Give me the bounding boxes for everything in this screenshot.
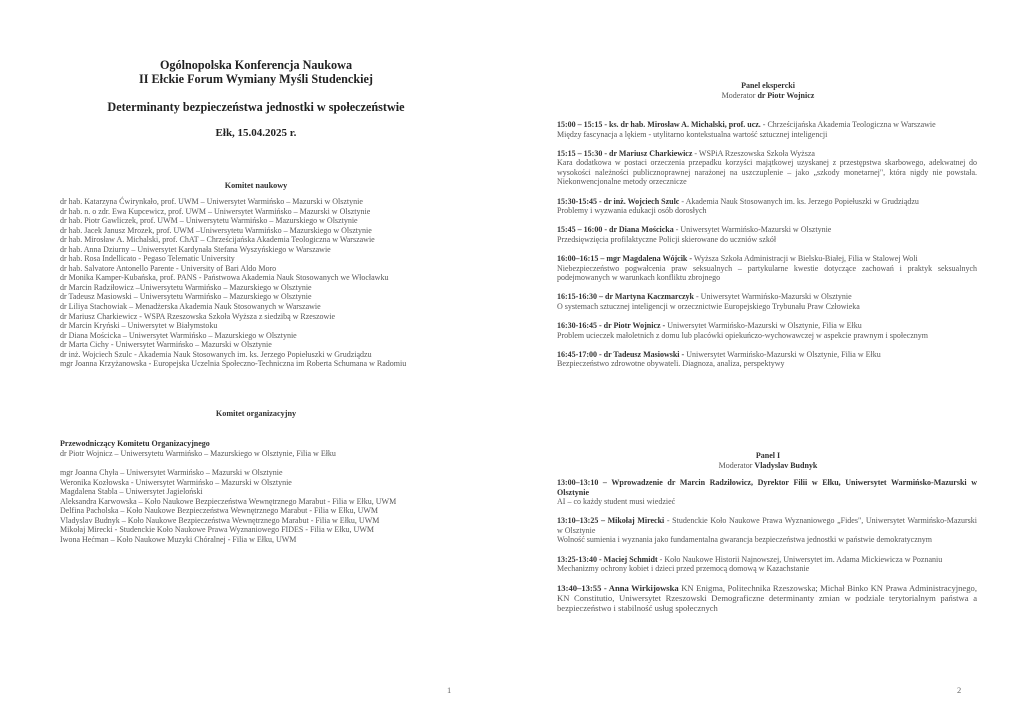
entry-speaker: 16:00–16:15 – mgr Magdalena Wójcik - bbox=[557, 253, 693, 263]
entry-speaker: 13:40–13:55 - Anna Wirkijowska bbox=[557, 583, 679, 594]
entry-affiliation: Wyższa Szkoła Administracji w Bielsku-Białej, Filia w Stalowej Woli bbox=[692, 253, 918, 263]
committee-member: dr hab. Mirosław A. Michalski, prof. ChAT – Chrześcijańska Akademia Teologiczna w Warszawie bbox=[60, 235, 375, 245]
committee-member: dr Liliya Stachowiak – Menadżerska Akademia Nauk Stosowanych w Warszawie bbox=[60, 302, 321, 312]
entry-topic: Przedsięwzięcia profilaktyczne Policji skierowane do uczniów szkół bbox=[557, 234, 777, 244]
committee-member: Weronika Kozłowska - Uniwersytet Warmińsko – Mazurski w Olsztynie bbox=[60, 477, 292, 487]
moderator-label: Moderator bbox=[721, 91, 756, 100]
expert-panel-entries bbox=[557, 120, 977, 378]
entry-speaker: 15:45 – 16:00 - dr Diana Mościcka bbox=[557, 225, 674, 235]
entry-affiliation: - Koło Naukowe Historii Najnowszej, Uniwersytet im. Adama Mickiewicza w Poznaniu bbox=[657, 554, 943, 564]
scientific-committee-list bbox=[60, 197, 406, 369]
program-entry bbox=[557, 120, 977, 139]
expert-panel-header bbox=[512, 81, 1024, 101]
entry-affiliation: - Uniwersytet Warmińsko-Mazurski w Olsztynie bbox=[694, 292, 852, 302]
entry-topic: Mechanizmy ochrony kobiet i dzieci przed przemocą domową w Kazachstanie bbox=[557, 564, 810, 574]
page-2 bbox=[512, 0, 1024, 724]
entry-affiliation: - WSPiA Rzeszowska Szkoła Wyższa bbox=[692, 148, 815, 158]
committee-member: dr inż. Wojciech Szulc - Akademia Nauk Stosowanych im. ks. Jerzego Popiełuszki w Grudziądzu bbox=[60, 349, 372, 359]
entry-speaker: 15:00 – 15:15 - ks. dr hab. Mirosław A. Michalski, prof. ucz. bbox=[557, 120, 761, 129]
panel-1-entries bbox=[557, 478, 977, 623]
panel-1-header bbox=[512, 451, 1024, 471]
program-entry bbox=[557, 516, 977, 545]
title-line-1: Ogólnopolska Konferencja Naukowa bbox=[159, 58, 353, 72]
title-line-2: II Ełckie Forum Wymiany Myśli Studenckiej bbox=[139, 72, 373, 86]
chair-name: dr Piotr Wojnicz – Uniwersytetu Warmińsko – Mazurskiego w Olsztynie, Filia w Ełku bbox=[60, 449, 336, 458]
committee-member: dr Monika Kamper-Kubańska, prof. PANS - Państwowa Akademia Nauk Stosowanych we Włocławku bbox=[60, 273, 389, 283]
program-entry bbox=[557, 225, 977, 244]
program-entry bbox=[557, 555, 977, 574]
entry-speaker: 13:00–13:10 – Wprowadzenie dr Marcin Radziłowicz, Dyrektor Filii w Ełku, Uniwersytet Warmińsko-Mazurski w Olsztynie bbox=[557, 478, 977, 497]
entry-topic: O systemach sztucznej inteligencji w orzecznictwie Europejskiego Trybunału Praw Człowieka bbox=[557, 301, 860, 311]
entry-affiliation: Uniwersytet Warmińsko-Mazurski w Olsztynie, Filia w Ełku bbox=[665, 320, 862, 330]
conference-subtitle: Determinanty bezpieczeństwa jednostki w społeczeństwie bbox=[107, 100, 405, 114]
committee-member: dr Marcin Radziłowicz –Uniwersytetu Warmińsko – Mazurskiego w Olsztynie bbox=[60, 282, 312, 292]
committee-member: Vladyslav Budnyk – Koło Naukowe Bezpieczeństwa Wewnętrznego Marabut - Filia w Ełku, UWM bbox=[60, 515, 380, 525]
chair-label: Przewodniczący Komitetu Organizacyjnego bbox=[60, 439, 210, 448]
program-entry bbox=[557, 321, 977, 340]
program-entry bbox=[557, 478, 977, 507]
entry-topic: Niebezpieczeństwo pogwałcenia praw seksualnych – partykularne kwestie dotyczące zachowań i praktyk seksualnych podejmowanych w warunkach konfliktu zbrojnego bbox=[557, 263, 977, 283]
entry-affiliation: KN Enigma, Politechnika Rzeszowska; Michał Binko KN Prawa Administracyjnego, KN Constitutio, Uniwersytet Rzeszowski bbox=[557, 583, 977, 604]
committee-member: dr Marta Cichy - Uniwersytet Warmińsko – Mazurski w Olsztynie bbox=[60, 340, 272, 350]
moderator-label: Moderator bbox=[718, 461, 753, 470]
entry-speaker: 15:15 – 15:30 - dr Mariusz Charkiewicz bbox=[557, 148, 693, 158]
program-entry bbox=[557, 149, 977, 187]
expert-panel-heading: Panel ekspercki bbox=[741, 81, 795, 90]
entry-affiliation: - Studenckie Koło Naukowe Prawa Wyznaniowego „Fides", Uniwersytet Warmińsko-Mazurski w Olsztynie bbox=[557, 516, 977, 535]
entry-speaker: 16:15-16:30 – dr Martyna Kaczmarczyk bbox=[557, 292, 695, 302]
organizing-committee-heading: Komitet organizacyjny bbox=[215, 409, 297, 418]
committee-member: dr hab. Katarzyna Ćwirynkało, prof. UWM – Uniwersytet Warmińsko – Mazurski w Olsztynie bbox=[60, 197, 363, 206]
committee-member: Aleksandra Karwowska – Koło Naukowe Bezpieczeństwa Wewnętrznego Marabut - Filia w Ełku, UWM bbox=[60, 496, 397, 506]
entry-topic: Demograficzne determinanty zmian w podziale terytorialnym państwa a bezpieczeństwo i stabilność usług społecznych bbox=[557, 593, 978, 614]
committee-member: dr hab. Rosa Indellicato - Pegaso Telematic University bbox=[60, 254, 235, 264]
entry-speaker: 13:25-13:40 - Maciej Schmidt bbox=[557, 554, 658, 564]
entry-topic: Kara dodatkowa w postaci orzeczenia przepadku korzyści majątkowej uzyskanej z przestępstwa skarbowego, adekwatnej do wysokości należności publicznoprawnej narażonej na uszczuplenie – jako „szkody monetarnej", która nigdy nie powstała. Niekonwencjonalne metody orzecznicze bbox=[557, 158, 977, 187]
organizing-committee-list bbox=[60, 468, 396, 544]
moderator-name: Vladyslav Budnyk bbox=[754, 461, 818, 470]
program-entry bbox=[557, 292, 977, 311]
entry-topic: AI – co każdy student musi wiedzieć bbox=[557, 497, 676, 507]
entry-speaker: 13:10–13:25 – Mikołaj Mirecki bbox=[557, 516, 665, 526]
conference-title bbox=[0, 58, 512, 86]
moderator-name: dr Piotr Wojnicz bbox=[757, 91, 815, 100]
committee-member: dr hab. Salvatore Antonello Parente - University of Bari Aldo Moro bbox=[60, 263, 277, 273]
page-number-1: 1 bbox=[447, 685, 452, 695]
scientific-committee-heading: Komitet naukowy bbox=[224, 181, 288, 190]
entry-speaker: 16:30-16:45 - dr Piotr Wojnicz - bbox=[557, 320, 666, 330]
place-date: Ełk, 15.04.2025 r. bbox=[215, 127, 297, 139]
program-entry bbox=[557, 350, 977, 369]
entry-topic: Między fascynacja a lękiem - utylitarno kontekstualna wartość sztucznej inteligencji bbox=[557, 129, 828, 139]
committee-member: dr Diana Mościcka – Uniwersytet Warmińsko – Mazurskiego w Olsztynie bbox=[60, 330, 297, 340]
program-entry bbox=[557, 197, 977, 216]
entry-affiliation: - Akademia Nauk Stosowanych im. ks. Jerzego Popiełuszki w Grudziądzu bbox=[679, 196, 919, 206]
committee-member: Delfina Pacholska – Koło Naukowe Bezpieczeństwa Wewnętrznego Marabut - Filia w Ełku, UWM bbox=[60, 506, 379, 516]
committee-member: dr hab. Piotr Gawliczek, prof. UWM – Uniwersytetu Warmińsko – Mazurskiego w Olsztynie bbox=[60, 216, 358, 226]
committee-member: dr Marcin Kryński – Uniwersytet w Białymstoku bbox=[60, 321, 218, 331]
committee-member: dr hab. n. o zdr. Ewa Kupcewicz, prof. UWM – Uniwersytet Warmińsko – Mazurski w Olsztynie bbox=[60, 206, 371, 216]
page-number-2: 2 bbox=[957, 685, 962, 695]
entry-topic: Problemy i wyzwania edukacji osób dorosłych bbox=[557, 206, 707, 216]
committee-member: dr Mariusz Charkiewicz - WSPA Rzeszowska Szkoła Wyższa z siedzibą w Rzeszowie bbox=[60, 311, 336, 321]
committee-member: dr hab. Jacek Janusz Mrozek, prof. UWM –Uniwersytetu Warmińsko – Mazurskiego w Olsztynie bbox=[60, 225, 372, 235]
committee-member: Iwona Hećman – Koło Naukowe Muzyki Chóralnej - Filia w Ełku, UWM bbox=[60, 534, 297, 544]
entry-topic: Bezpieczeństwo zdrowotne obywateli. Diagnoza, analiza, perspektywy bbox=[557, 359, 785, 369]
entry-affiliation: - Chrześcijańska Akademia Teologiczna w Warszawie bbox=[760, 120, 936, 129]
committee-member: dr hab. Anna Dziurny – Uniwersytet Kardynała Stefana Wyszyńskiego w Warszawie bbox=[60, 244, 331, 254]
entry-affiliation: - Uniwersytet Warmińsko-Mazurski w Olsztynie bbox=[673, 225, 832, 235]
entry-topic: Problem ucieczek małoletnich z domu lub placówki opiekuńczo-wychowawczej w aspekcie prawnym i społecznym bbox=[557, 330, 928, 340]
program-entry bbox=[557, 254, 977, 283]
committee-member: Mikołaj Mirecki - Studenckie Koło Naukowe Prawa Wyznaniowego FIDES - Filia w Ełku, UWM bbox=[60, 525, 374, 535]
program-entry bbox=[557, 583, 977, 613]
committee-member: Magdalena Stabla – Uniwersytet Jagieloński bbox=[60, 487, 203, 497]
panel-1-heading: Panel I bbox=[755, 451, 781, 460]
committee-member: mgr Joanna Chyła – Uniwersytet Warmińsko – Mazurski w Olsztynie bbox=[60, 468, 283, 477]
organizing-chair bbox=[60, 439, 336, 459]
committee-member: mgr Joanna Krzyżanowska - Europejska Uczelnia Społeczno-Techniczna im Roberta Schumana w Radomiu bbox=[60, 359, 407, 369]
entry-speaker: 15:30-15:45 - dr inż. Wojciech Szulc bbox=[557, 196, 680, 206]
entry-affiliation: Uniwersytet Warmińsko-Mazurski w Olsztynie, Filia w Ełku bbox=[684, 349, 881, 359]
entry-speaker: 16:45-17:00 - dr Tadeusz Masiowski - bbox=[557, 349, 685, 359]
entry-topic: Wolność sumienia i wyznania jako fundamentalna gwarancja bezpieczeństwa jednostki w państwie demokratycznym bbox=[557, 535, 933, 545]
committee-member: dr Tadeusz Masiowski – Uniwersytetu Warmińsko – Mazurskiego w Olsztynie bbox=[60, 292, 312, 302]
